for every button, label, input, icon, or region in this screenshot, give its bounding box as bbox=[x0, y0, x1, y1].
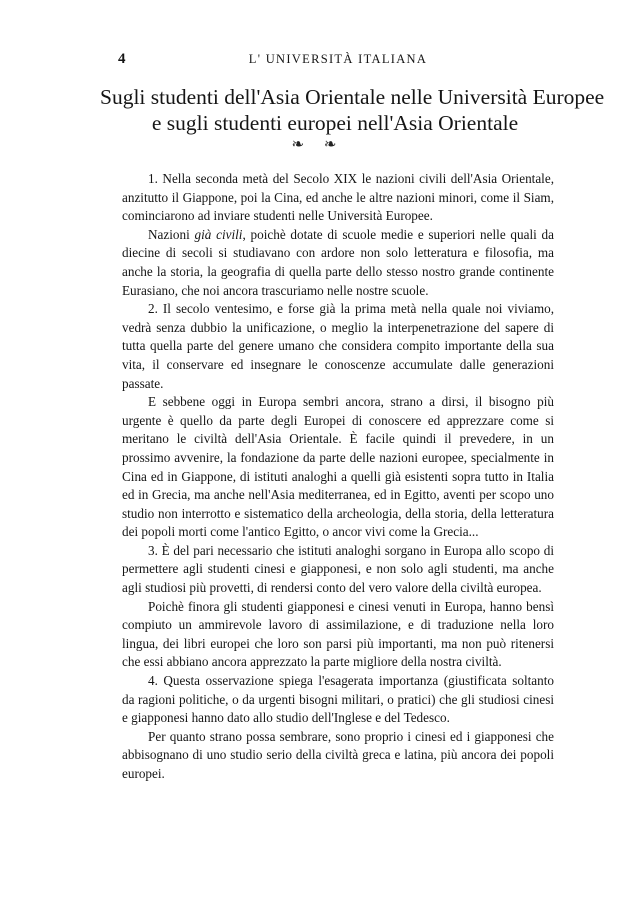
paragraph-8: Per quanto strano possa sembrare, sono proprio i cinesi ed i giapponesi che abbisognano di uno studio serio della civiltà greca e latina, più ancora dei popoli europei. bbox=[122, 728, 554, 781]
paragraph-2: Nazioni già civili, poichè dotate di scuole medie e superiori nelle quali da diecine di secoli si studiavano con ardore non solo letteratura e filosofia, ma anche la storia, la geografia di quella parte dello stesso nostro grande continente Eurasiano, che noi ancora trascuriamo nelle nostre scuole. bbox=[122, 226, 554, 298]
paragraph-5: 3. È del pari necessario che istituti analoghi sorgano in Europa allo scopo di permettere agli studenti cinesi e giapponesi, e non solo agli studenti, ma anche agli studiosi più provetti, di rendersi conto del vero valore della civiltà europea. bbox=[122, 542, 554, 596]
fleuron-ornament-icon: ❧ ❧ bbox=[291, 137, 345, 153]
paragraph-4: E sebbene oggi in Europa sembri ancora, strano a dirsi, il bisogno più urgente è quello da parte degli Europei di conoscere ed apprezzare come si meritano le civiltà dell'Asia Orientale. È facile quindi il prevedere, in un prossimo avvenire, la fondazione da parte delle nazioni europee, specialmente in Cina ed in Giappone, di istituti analoghi a quelli già esistenti sopra tutto in Italia ed in Grecia, ma anche nell'Asia mediterranea, ed in Egitto, aventi per scopo uno studio non interrotto e sistematico della archeologia, della storia, della letteratura dei popoli morti come l'antico Egitto, o ancor vivi come la Grecia... bbox=[122, 394, 554, 540]
paragraph-1: 1. Nella seconda metà del Secolo XIX le nazioni civili dell'Asia Orientale, anzitutto il Giappone, poi la Cina, ed anche le altre nazioni minori, come il Siam, cominciarono ad inviare studenti nelle Università Europee. bbox=[122, 171, 554, 224]
paragraph-7: 4. Questa osservazione spiega l'esagerata importanza (giustificata soltanto da ragioni politiche, o da urgenti bisogni militari, o pratici) che gli studiosi cinesi e giapponesi hanno dato allo studio dell'Inglese e del Tedesco. bbox=[122, 673, 554, 726]
running-head bbox=[118, 51, 558, 69]
paragraph-6: Poichè finora gli studenti giapponesi e cinesi venuti in Europa, hanno bensì compiuto un ammirevole lavoro di assimilazione, e di traduzione nella loro lingua, dei libri europei che loro son parsi più importanti, ma non può ritenersi che essi abbiano ancora apprezzato la parte migliore della nostra civiltà. bbox=[122, 598, 554, 670]
italic-emphasis: già civili bbox=[194, 226, 243, 242]
article-body bbox=[122, 170, 554, 784]
article-title bbox=[100, 84, 605, 136]
journal-title: L' UNIVERSITÀ ITALIANA bbox=[248, 52, 428, 66]
article-title-line-1: Sugli studenti dell'Asia Orientale nelle Università Europee bbox=[100, 85, 605, 109]
page-number: 4 bbox=[118, 51, 126, 67]
paragraph-3: 2. Il secolo ventesimo, e forse già la prima metà nella quale noi viviamo, vedrà senza dubbio la unificazione, o meglio la interpenetrazione del sapere di tutta quella parte del genere umano che considera compito importante della sua vita, il conservare ed insegnare le conoscenze accumulate dalle generazioni passate. bbox=[122, 301, 554, 391]
article-title-line-2: e sugli studenti europei nell'Asia Orientale bbox=[151, 111, 519, 135]
